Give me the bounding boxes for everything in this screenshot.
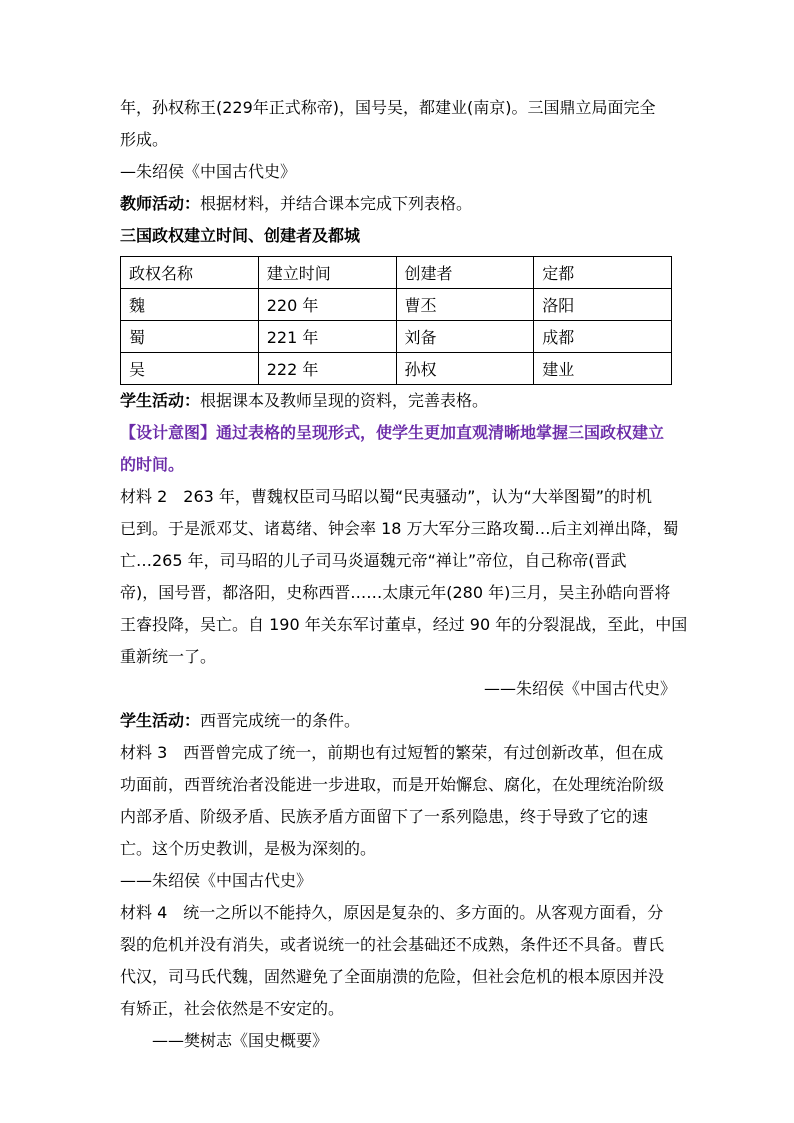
material2-line: 王睿投降，吴亡。自 190 年关东军讨董卓，经过 90 年的分裂混战，至此，中国 [120,615,688,634]
intro-line-1: 年，孙权称王(229年正式称帝)，国号吴，都建业(南京)。三国鼎立局面完全 [120,98,656,117]
material4-line: 材料 4 统一之所以不能持久，原因是复杂的、多方面的。从客观方面看，分 [120,903,664,922]
material3-line: 材料 3 西晋曾完成了统一，前期也有过短暂的繁荣，有过创新改革，但在成 [120,743,664,762]
material4-line: 有矫正，社会依然是不安定的。 [120,999,345,1018]
intro-line-2: 形成。 [120,130,169,149]
intro-source: —朱绍侯《中国古代史》 [120,162,297,181]
table-cell: 成都 [534,321,672,353]
table-cell: 吴 [121,353,259,385]
table-row [121,289,672,321]
material2-line: 已到。于是派邓艾、诸葛绪、钟会率 18 万大军分三路攻蜀…后主刘禅出降，蜀 [120,519,679,538]
material3-line: 内部矛盾、阶级矛盾、民族矛盾方面留下了一系列隐患，终于导致了它的速 [120,807,649,826]
table-row [121,353,672,385]
document-page [120,92,688,1057]
teacher-activity [120,188,676,220]
material2-line: 材料 2 263 年，曹魏权臣司马昭以蜀“民夷骚动”，认为“大举图蜀”的时机 [120,487,653,506]
material2-line: 亡…265 年，司马昭的儿子司马炎逼魏元帝“禅让”帝位，自己称帝(晋武 [120,551,627,570]
material4-source: ——樊树志《国史概要》 [152,1031,329,1050]
material2-line: 帝)，国号晋，都洛阳，史称西晋……太康元年(280 年)三月，吴主孙皓向晋将 [120,583,671,602]
student-activity-2 [120,705,676,737]
student-activity-2-label: 学生活动： [120,711,201,730]
table-title: 三国政权建立时间、创建者及都城 [120,226,361,245]
table-header-row [121,257,672,289]
table-cell: 刘备 [396,321,534,353]
teacher-activity-text: 根据材料，并结合课本完成下列表格。 [200,194,473,213]
table-header-cell: 政权名称 [121,257,259,289]
regime-table [120,256,672,385]
table-cell: 222 年 [258,353,396,385]
table-cell: 蜀 [121,321,259,353]
teacher-activity-label: 教师活动： [120,194,201,213]
material4-line: 代汉，司马氏代魏，固然避免了全面崩溃的危险，但社会危机的根本原因并没 [120,967,665,986]
material4-line: 裂的危机并没有消失，或者说统一的社会基础还不成熟，条件还不具备。曹氏 [120,935,665,954]
material3-source: ——朱绍侯《中国古代史》 [120,871,313,890]
table-header-cell: 创建者 [396,257,534,289]
table-cell: 魏 [121,289,259,321]
material2-source: ——朱绍侯《中国古代史》 [483,679,676,698]
student-activity-1-label: 学生活动： [120,391,201,410]
table-header-cell: 定都 [534,257,672,289]
table-cell: 曹丕 [396,289,534,321]
table-header-cell: 建立时间 [258,257,396,289]
table-cell: 洛阳 [534,289,672,321]
student-activity-2-text: 西晋完成统一的条件。 [200,711,361,730]
table-cell: 220 年 [258,289,396,321]
table-cell: 孙权 [396,353,534,385]
design-intent-line-2: 的时间。 [120,455,185,474]
material3-line: 亡。这个历史教训，是极为深刻的。 [120,839,377,858]
student-activity-1-text: 根据课本及教师呈现的资料，完善表格。 [200,391,489,410]
table-cell: 221 年 [258,321,396,353]
student-activity-1 [120,385,676,417]
material3-line: 功面前，西晋统治者没能进一步进取，而是开始懈怠、腐化，在处理统治阶级 [120,775,665,794]
material2-line: 重新统一了。 [120,647,217,666]
design-intent-line-1: 【设计意图】通过表格的呈现形式，使学生更加直观清晰地掌握三国政权建立 [120,423,665,442]
table-row [121,321,672,353]
table-cell: 建业 [534,353,672,385]
